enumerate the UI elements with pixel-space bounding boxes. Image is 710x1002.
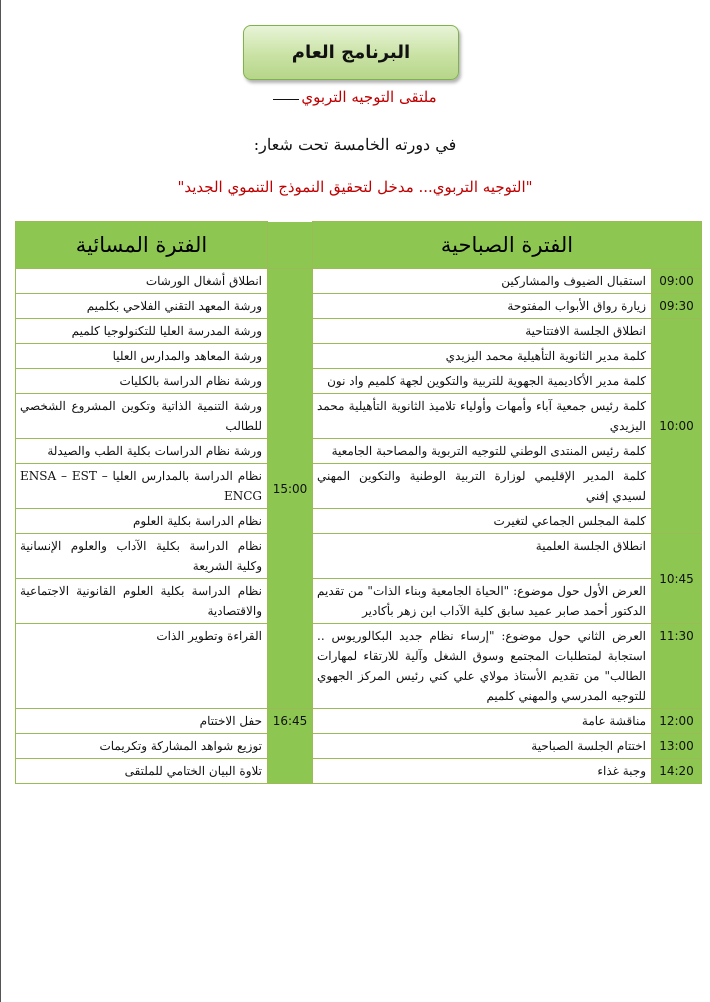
forum-title-rule xyxy=(273,99,299,100)
table-row xyxy=(16,394,702,439)
evening-time: 15:00 xyxy=(268,269,313,709)
table-row xyxy=(16,439,702,464)
morning-time: 12:00 xyxy=(652,709,702,734)
morning-time: 14:20 xyxy=(652,759,702,784)
evening-item: القراءة وتطوير الذات xyxy=(16,624,268,709)
evening-item: ورشة المدرسة العليا للتكنولوجيا كلميم xyxy=(16,319,268,344)
slogan: "التوجيه التربوي... مدخل لتحقيق النموذج التنموي الجديد" xyxy=(177,178,533,196)
evening-item: نظام الدراسة بالمدارس العليا ENSA – EST – ENCG xyxy=(16,464,268,509)
evening-time: 16:45 xyxy=(268,709,313,784)
morning-item: انطلاق الجلسة الافتتاحية xyxy=(313,319,652,344)
morning-item: كلمة مدير الأكاديمية الجهوية للتربية والتكوين لجهة كلميم واد نون xyxy=(313,369,652,394)
forum-title-text: ملتقى التوجيه التربوي xyxy=(301,88,437,106)
morning-time: 09:30 xyxy=(652,294,702,319)
page-title: البرنامج العام xyxy=(243,25,459,80)
table-row xyxy=(16,624,702,709)
edition-line: في دورته الخامسة تحت شعار: xyxy=(253,135,457,154)
evening-header: الفترة المسائية xyxy=(16,222,268,269)
table-row xyxy=(16,579,702,624)
evening-item: نظام الدراسة بكلية العلوم xyxy=(16,509,268,534)
evening-item: ورشة نظام الدراسات بكلية الطب والصيدلة xyxy=(16,439,268,464)
morning-item: كلمة مدير الثانوية التأهيلية محمد اليزيدي xyxy=(313,344,652,369)
evening-item: ورشة نظام الدراسة بالكليات xyxy=(16,369,268,394)
morning-item: كلمة المجلس الجماعي لتغيرت xyxy=(313,509,652,534)
morning-time: 10:45 xyxy=(652,534,702,624)
table-row xyxy=(16,534,702,579)
morning-item: مناقشة عامة xyxy=(313,709,652,734)
morning-item: كلمة رئيس جمعية آباء وأمهات وأولياء تلاميذ الثانوية التأهيلية محمد اليزيدي xyxy=(313,394,652,439)
table-row xyxy=(16,709,702,734)
program-table xyxy=(15,221,702,784)
table-header-row xyxy=(16,222,702,269)
table-row xyxy=(16,294,702,319)
page-border xyxy=(0,0,1,1002)
table-row xyxy=(16,344,702,369)
table-row xyxy=(16,369,702,394)
evening-item: تلاوة البيان الختامي للملتقى xyxy=(16,759,268,784)
morning-item: العرض الثاني حول موضوع: "إرساء نظام جديد البكالوريوس .. استجابة لمتطلبات المجتمع وسوق الشغل وآلية للارتقاء لمهارات الطالب" من تقديم الأستاذ مولاي علي كني رئيس المركز الجهوي للتوجيه المدرسي والمهني كلميم xyxy=(313,624,652,709)
table-row xyxy=(16,319,702,344)
morning-header: الفترة الصباحية xyxy=(313,222,702,269)
evening-item: ورشة المعهد التقني الفلاحي بكلميم xyxy=(16,294,268,319)
evening-item: انطلاق أشغال الورشات xyxy=(16,269,268,294)
evening-item: نظام الدراسة بكلية الآداب والعلوم الإنسانية وكلية الشريعة xyxy=(16,534,268,579)
table-row xyxy=(16,759,702,784)
morning-time: 13:00 xyxy=(652,734,702,759)
morning-item: استقبال الضيوف والمشاركين xyxy=(313,269,652,294)
table-row xyxy=(16,464,702,509)
table-row xyxy=(16,734,702,759)
morning-time: 09:00 xyxy=(652,269,702,294)
evening-item: نظام الدراسة بكلية العلوم القانونية الاجتماعية والاقتصادية xyxy=(16,579,268,624)
evening-item: توزيع شواهد المشاركة وتكريمات xyxy=(16,734,268,759)
header-spacer xyxy=(268,222,313,269)
morning-item: انطلاق الجلسة العلمية xyxy=(313,534,652,579)
morning-time: 10:00 xyxy=(652,319,702,534)
table-row xyxy=(16,269,702,294)
morning-item: وجبة غذاء xyxy=(313,759,652,784)
morning-time: 11:30 xyxy=(652,624,702,709)
morning-item: كلمة رئيس المنتدى الوطني للتوجيه التربوية والمصاحبة الجامعية xyxy=(313,439,652,464)
morning-item: زيارة رواق الأبواب المفتوحة xyxy=(313,294,652,319)
evening-item: ورشة المعاهد والمدارس العليا xyxy=(16,344,268,369)
morning-item: العرض الأول حول موضوع: "الحياة الجامعية وبناء الذات" من تقديم الدكتور أحمد صابر عميد سابق كلية الآداب ابن زهر بأكادير xyxy=(313,579,652,624)
table-row xyxy=(16,509,702,534)
evening-item: حفل الاختتام xyxy=(16,709,268,734)
morning-item: اختتام الجلسة الصباحية xyxy=(313,734,652,759)
evening-item: ورشة التنمية الذاتية وتكوين المشروع الشخصي للطالب xyxy=(16,394,268,439)
forum-title xyxy=(200,88,510,106)
morning-item: كلمة المدير الإقليمي لوزارة التربية الوطنية والتكوين المهني لسيدي إفني xyxy=(313,464,652,509)
